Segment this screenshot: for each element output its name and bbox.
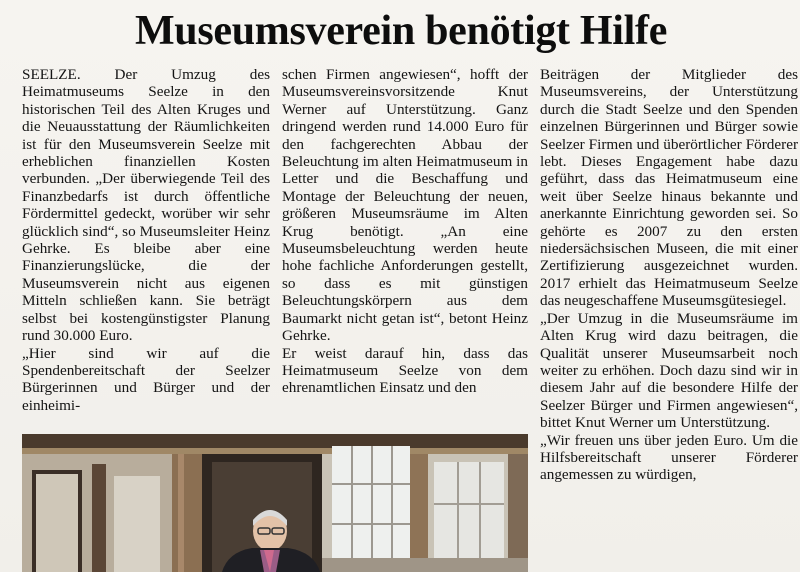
adjacent-article-bleed-right — [712, 0, 798, 62]
column-2-paragraph-2: Er weist darauf hin, dass das Heimatmuseum Seelze von dem ehrenamtlichen Einsatz und den — [282, 344, 528, 397]
article-column-2 — [282, 66, 528, 397]
museum-room-photo — [22, 434, 528, 572]
article-photo — [22, 434, 528, 572]
column-3-paragraph-3: „Wir freuen uns über jeden Euro. Um die Hilfsbereitschaft unserer Förderer angemessen zu würdigen, — [540, 431, 798, 484]
column-2-paragraph-1: schen Firmen angewiesen“, hofft der Museumsvereinsvorsitzende Knut Werner auf Unterstützung. Ganz dringend werden rund 14.000 Euro für den fachgerechten Abbau der Beleuchtung im alten Heimatmuseum in Letter und die Beschaffung und Montage der Beleuchtung der neuen, größeren Museumsräume im Alten Krug benötigt. „An eine Museumsbeleuchtung werden heute hohe fachliche Anforderungen gestellt, so dass es mit günstigen Beleuchtungskörpern aus dem Baumarkt nicht getan ist“, betont Heinz Gehrke. — [282, 66, 528, 345]
column-3-paragraph-1: Beiträgen der Mitglieder des Museumsvereins, der Unterstützung durch die Stadt Seelze und den Spenden einzelnen Bürgerinnen und Bürger sowie Seelzer Firmen und überörtlicher Förderer lebt. Dieses Engagement habe dazu geführt, dass das Heimatmuseum eine weit über Seelze hinaus bekannte und anerkannte Einrichtung geworden sei. So gehörte es 2007 zu den ersten niedersächsischen Museen, die mit einer Zertifizierung ausgezeichnet wurden. 2017 erhielt das Heimatmuseum Seelze das neugeschaffene Museumsgütesiegel. — [540, 66, 798, 310]
column-1-paragraph-2: „Hier sind wir auf die Spendenbereitschaft der Seelzer Bürgerinnen und Bürger und der einheimi- — [22, 344, 270, 414]
article-column-3 — [540, 66, 798, 484]
article-headline: Museumsverein benötigt Hilfe — [134, 8, 668, 54]
adjacent-article-bleed-left — [4, 0, 90, 62]
article-column-1 — [22, 66, 270, 414]
column-3-paragraph-2: „Der Umzug in die Museumsräume im Alten Krug wird dazu beitragen, die Qualität unserer Museumsarbeit noch weiter zu erhöhen. Doch dazu sind wir in diesem Jahr auf die besondere Hilfe der Seelzer Bürger und Firmen angewiesen“, bittet Knut Werner um Unterstützung. — [540, 309, 798, 432]
column-1-paragraph-1: SEELZE. Der Umzug des Heimatmuseums Seelze in den historischen Teil des Alten Kruges und die Neuausstattung der Räumlichkeiten ist für den Museumsverein Seelze mit erheblichen finanziellen Kosten verbunden. „Der überwiegende Teil des Finanzbedarfs ist durch öffentliche Fördermittel gedeckt, worüber wir sehr glücklich sind“, so Museumsleiter Heinz Gehrke. Es bleibe aber eine Finanzierungslücke, die der Museumsverein nicht aus eigenen Mitteln schließen kann. Sie beträgt selbst bei kostengünstigster Planung rund 30.000 Euro. — [22, 66, 270, 345]
